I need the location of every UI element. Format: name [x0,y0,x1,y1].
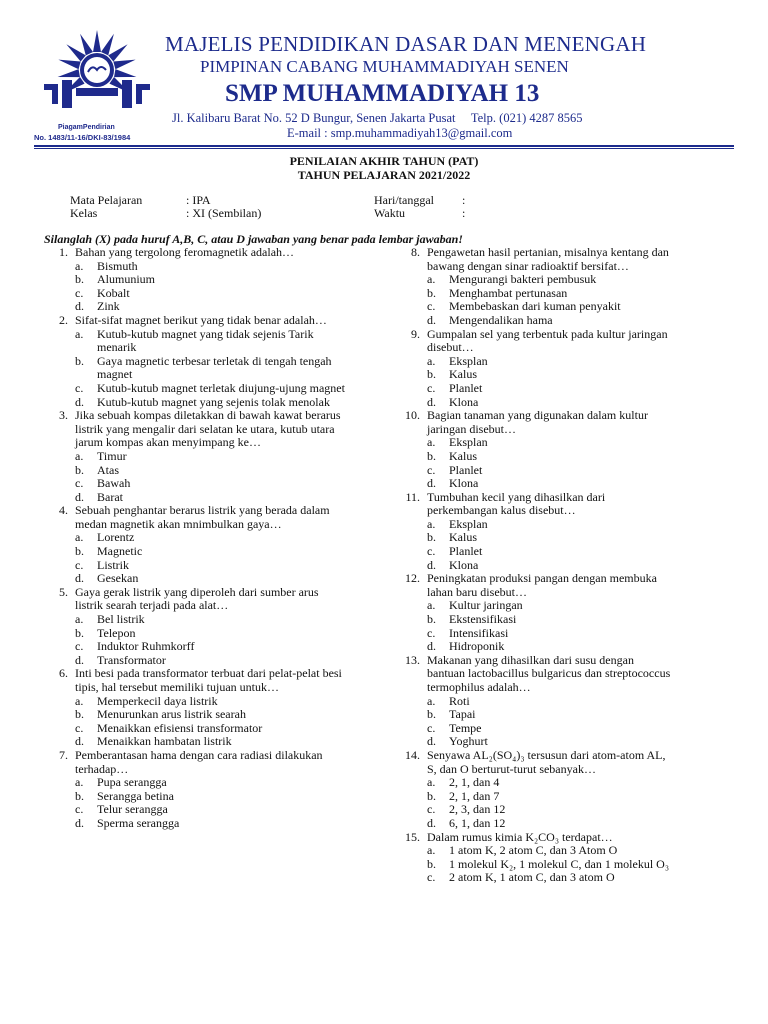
option-letter: d. [427,394,436,409]
answer-option [75,545,346,559]
answer-option [75,491,346,505]
question-item [398,491,672,518]
option-letter: b. [427,707,436,722]
question-number: 14. [405,747,420,762]
answer-option [427,355,672,369]
option-text: Roti [449,693,470,708]
question-number: 2. [59,312,68,327]
option-text: 1 molekul K₂, 1 molekul C, dan 1 molekul O₃ [449,856,670,871]
option-letter: c. [427,720,436,735]
question-number: 4. [59,503,68,518]
question-item [46,314,346,328]
question-text: Bagian tanaman yang digunakan dalam kultur jaringan disebut… [427,408,648,436]
option-text: Mengendalikan hama [449,312,553,327]
option-letter: d. [75,394,84,409]
time-label: Waktu [374,206,406,220]
option-text: Serangga betina [97,788,174,803]
answer-option [427,287,672,301]
answer-option [75,382,346,396]
option-text: Telepon [97,625,136,640]
header-majelis: MAJELIS PENDIDIKAN DASAR DAN MENENGAH [165,32,647,56]
answer-option [427,613,672,627]
option-letter: a. [75,530,84,545]
answer-option [75,708,346,722]
option-letter: c. [427,380,436,395]
option-letter: a. [427,693,436,708]
option-letter: b. [75,625,84,640]
school-address: Jl. Kalibaru Barat No. 52 D Bungur, Senen Jakarta Pusat Telp. (021) 4287 8565 [172,111,583,125]
option-text: Gaya magnetic terbesar terletak di tengah tengah magnet [97,353,332,382]
answer-option [75,260,346,274]
answer-option [75,735,346,749]
answer-option [427,695,672,709]
header-divider-thin [34,148,734,149]
option-letter: c. [75,557,84,572]
answer-option [75,287,346,301]
option-text: Membebaskan dari kuman penyakit [449,299,621,314]
question-item [398,246,672,273]
option-text: Planlet [449,544,483,559]
option-text: Klona [449,557,479,572]
question-text: Sifat-sifat magnet berikut yang tidak benar adalah… [75,312,327,327]
school-name: SMP MUHAMMADIYAH 13 [225,80,540,107]
option-letter: b. [427,285,436,300]
option-letter: b. [75,544,84,559]
question-item [46,409,346,450]
question-text: Dalam rumus kimia K₂CO₃ terdapat… [427,829,613,844]
option-text: Induktor Ruhmkorff [97,639,195,654]
option-text: Klona [449,476,479,491]
header-divider [34,145,734,147]
question-number: 7. [59,747,68,762]
option-text: Kutub-kutub magnet terletak diujung-ujung magnet [97,380,345,395]
option-letter: b. [75,462,84,477]
answer-option [75,627,346,641]
option-text: Kalus [449,367,477,382]
answer-option [75,817,346,831]
option-letter: a. [75,775,84,790]
class-label: Kelas [70,206,98,220]
day-value: : [462,193,466,207]
answer-option [427,314,672,328]
question-number: 6. [59,666,68,681]
answer-option [75,790,346,804]
answer-option [427,436,672,450]
exam-year: TAHUN PELAJARAN 2021/2022 [297,168,471,182]
option-text: Kutub-kutub magnet yang sejenis tolak menolak [97,394,330,409]
option-letter: c. [427,462,436,477]
answer-option [75,477,346,491]
option-letter: a. [427,435,436,450]
piagam-label: PiagamPendirian [58,124,115,131]
option-letter: c. [75,380,84,395]
option-text: Mengurangi bakteri pembusuk [449,272,597,287]
option-text: Gesekan [97,571,139,586]
answer-option [427,382,672,396]
answer-option [75,273,346,287]
option-letter: b. [427,788,436,803]
option-letter: a. [427,353,436,368]
answer-option [427,790,672,804]
option-text: 2, 3, dan 12 [449,802,506,817]
muhammadiyah-logo [36,30,158,116]
answer-option [75,572,346,586]
question-text: Pengawetan hasil pertanian, misalnya kentang dan bawang dengan sinar radioaktif bersifat… [427,245,669,273]
day-label: Hari/tanggal [374,193,434,207]
option-letter: a. [75,693,84,708]
option-letter: d. [75,489,84,504]
answer-option [427,627,672,641]
option-letter: d. [427,557,436,572]
option-letter: d. [427,734,436,749]
option-letter: a. [427,516,436,531]
question-number: 9. [411,326,420,341]
question-item [46,504,346,531]
question-text: Makanan yang dihasilkan dari susu dengan bantuan lactobacillus bulgaricus dan streptococcus termophilus adalah… [427,652,671,694]
question-text: Pemberantasan hama dengan cara radiasi dilakukan terhadap… [75,747,323,776]
option-text: Eksplan [449,353,488,368]
answer-option [75,654,346,668]
option-text: Kultur jaringan [449,598,523,613]
option-letter: a. [75,448,84,463]
option-letter: b. [427,612,436,627]
option-letter: b. [75,353,84,368]
answer-option [75,328,346,355]
question-text: Bahan yang tergolong feromagnetik adalah… [75,245,295,259]
option-text: Bawah [97,476,131,491]
option-text: Menurunkan arus listrik searah [97,707,246,722]
option-text: Magnetic [97,544,143,559]
answer-option [427,396,672,410]
answer-option [75,776,346,790]
option-letter: c. [75,476,84,491]
subject-value: : IPA [186,193,211,207]
option-letter: b. [427,530,436,545]
option-letter: b. [427,856,436,871]
option-text: Menaikkan efisiensi transformator [97,720,263,735]
answer-option [427,803,672,817]
option-letter: c. [427,625,436,640]
option-text: Listrik [97,557,129,572]
question-text: Jika sebuah kompas diletakkan di bawah kawat berarus listrik yang mengalir dari selatan ke utara, kutub utara jarum kompas akan menyimpang ke… [75,408,341,450]
answer-option [75,803,346,817]
question-text: Inti besi pada transformator terbuat dari pelat-pelat besi tipis, hal tersebut memiliki tujuan untuk… [75,666,342,694]
option-letter: d. [427,476,436,491]
option-letter: d. [427,312,436,327]
option-letter: a. [427,775,436,790]
option-letter: a. [427,843,436,858]
question-item [398,328,672,355]
answer-option [427,599,672,613]
option-letter: b. [75,707,84,722]
answer-option [75,355,346,382]
option-letter: c. [75,639,84,654]
subject-label: Mata Pelajaran [70,193,143,207]
option-text: Kalus [449,530,477,545]
option-text: Barat [97,489,123,504]
option-text: 6, 1, dan 12 [449,815,506,830]
answer-option [75,450,346,464]
option-letter: a. [427,598,436,613]
answer-option [75,640,346,654]
option-text: Eksplan [449,435,488,450]
option-text: Hidroponik [449,639,505,654]
option-text: 1 atom K, 2 atom C, dan 3 Atom O [449,843,618,858]
option-text: Kobalt [97,285,130,300]
question-item [398,831,672,845]
question-item [398,409,672,436]
answer-option [75,613,346,627]
answer-option [75,559,346,573]
option-text: Kutub-kutub magnet yang tidak sejenis Tarik menarik [97,326,314,355]
option-text: Pupa serangga [97,775,167,790]
option-letter: a. [427,272,436,287]
question-text: Peningkatan produksi pangan dengan membuka lahan baru disebut… [427,571,657,599]
option-letter: d. [75,734,84,749]
question-number: 11. [405,489,420,504]
option-letter: c. [427,870,436,885]
piagam-number: No. 1483/11-16/DKI-83/1984 [34,133,131,142]
question-item [46,246,346,260]
exam-title: PENILAIAN AKHIR TAHUN (PAT) [289,154,479,168]
question-item [46,586,346,613]
answer-option [427,559,672,573]
question-text: Gaya gerak listrik yang diperoleh dari sumber arus listrik searah terjadi pada alat… [75,584,319,613]
option-letter: c. [75,285,84,300]
answer-option [75,464,346,478]
question-item [46,667,346,694]
option-letter: a. [75,258,84,273]
answer-option [75,722,346,736]
question-text: Gumpalan sel yang terbentuk pada kultur jaringan disebut… [427,326,668,355]
option-letter: b. [75,788,84,803]
answer-option [75,300,346,314]
option-text: Sperma serangga [97,815,180,830]
instruction: Silanglah (X) pada huruf A,B, C, atau D jawaban yang benar pada lembar jawaban! [44,232,463,246]
time-value: : [462,206,466,220]
option-text: Lorentz [97,530,135,545]
question-number: 8. [411,245,420,259]
option-letter: c. [75,802,84,817]
answer-option [427,464,672,478]
answer-option [75,531,346,545]
left-question-column [46,246,346,831]
option-letter: d. [75,652,84,667]
answer-option [75,695,346,709]
answer-option [427,531,672,545]
option-text: Menaikkan hambatan listrik [97,734,232,749]
option-text: Eksplan [449,516,488,531]
answer-option [427,871,672,885]
option-text: Kalus [449,448,477,463]
option-letter: d. [75,571,84,586]
answer-option [427,545,672,559]
option-text: 2 atom K, 1 atom C, dan 3 atom O [449,870,615,885]
option-text: Telur serangga [97,802,168,817]
question-text: Tumbuhan kecil yang dihasilkan dari perkembangan kalus disebut… [427,489,606,518]
option-text: Transformator [97,652,166,667]
option-text: Klona [449,394,479,409]
answer-option [427,735,672,749]
option-text: Zink [97,299,120,314]
option-text: 2, 1, dan 4 [449,775,500,790]
option-letter: d. [75,815,84,830]
option-letter: c. [427,802,436,817]
answer-option [427,708,672,722]
question-text: Senyawa AL₂(SO₄)₃ tersusun dari atom-atom AL, S, dan O berturut-turut sebanyak… [427,747,666,776]
right-question-column [398,246,672,885]
option-text: Intensifikasi [449,625,509,640]
option-text: Planlet [449,380,483,395]
option-letter: d. [427,815,436,830]
option-text: Menghambat pertunasan [449,285,568,300]
answer-option [427,368,672,382]
option-text: Tempe [449,720,482,735]
question-item [398,749,672,776]
question-number: 1. [59,245,68,259]
question-number: 12. [405,571,420,586]
answer-option [427,858,672,872]
question-number: 15. [405,829,420,844]
option-letter: b. [75,272,84,287]
answer-option [75,396,346,410]
answer-option [427,722,672,736]
question-item [398,654,672,695]
option-text: Atas [97,462,119,477]
answer-option [427,450,672,464]
option-letter: d. [427,639,436,654]
header-pimpinan: PIMPINAN CABANG MUHAMMADIYAH SENEN [200,57,569,76]
option-text: Ekstensifikasi [449,612,517,627]
question-item [398,572,672,599]
option-text: Alumunium [97,272,156,287]
option-text: Tapai [449,707,476,722]
option-letter: c. [427,299,436,314]
answer-option [427,817,672,831]
answer-option [427,273,672,287]
option-letter: d. [75,299,84,314]
option-letter: a. [75,326,84,341]
school-email: E-mail : smp.muhammadiyah13@gmail.com [287,126,513,140]
option-text: Yoghurt [449,734,488,749]
question-item [46,749,346,776]
option-text: Bismuth [97,258,138,273]
option-letter: c. [427,544,436,559]
question-number: 10. [405,408,420,423]
question-text: Sebuah penghantar berarus listrik yang berada dalam medan magnetik akan mnimbulkan gaya… [75,503,330,531]
question-number: 3. [59,408,68,423]
answer-option [427,640,672,654]
option-text: 2, 1, dan 7 [449,788,500,803]
option-text: Planlet [449,462,483,477]
answer-option [427,300,672,314]
option-letter: c. [75,720,84,735]
option-letter: b. [427,367,436,382]
question-number: 5. [59,584,68,599]
answer-option [427,477,672,491]
answer-option [427,518,672,532]
option-letter: a. [75,612,84,627]
option-text: Memperkecil daya listrik [97,693,218,708]
answer-option [427,844,672,858]
question-number: 13. [405,652,420,667]
option-text: Timur [97,448,127,463]
class-value: : XI (Sembilan) [186,206,262,220]
option-text: Bel listrik [97,612,145,627]
option-letter: b. [427,448,436,463]
answer-option [427,776,672,790]
